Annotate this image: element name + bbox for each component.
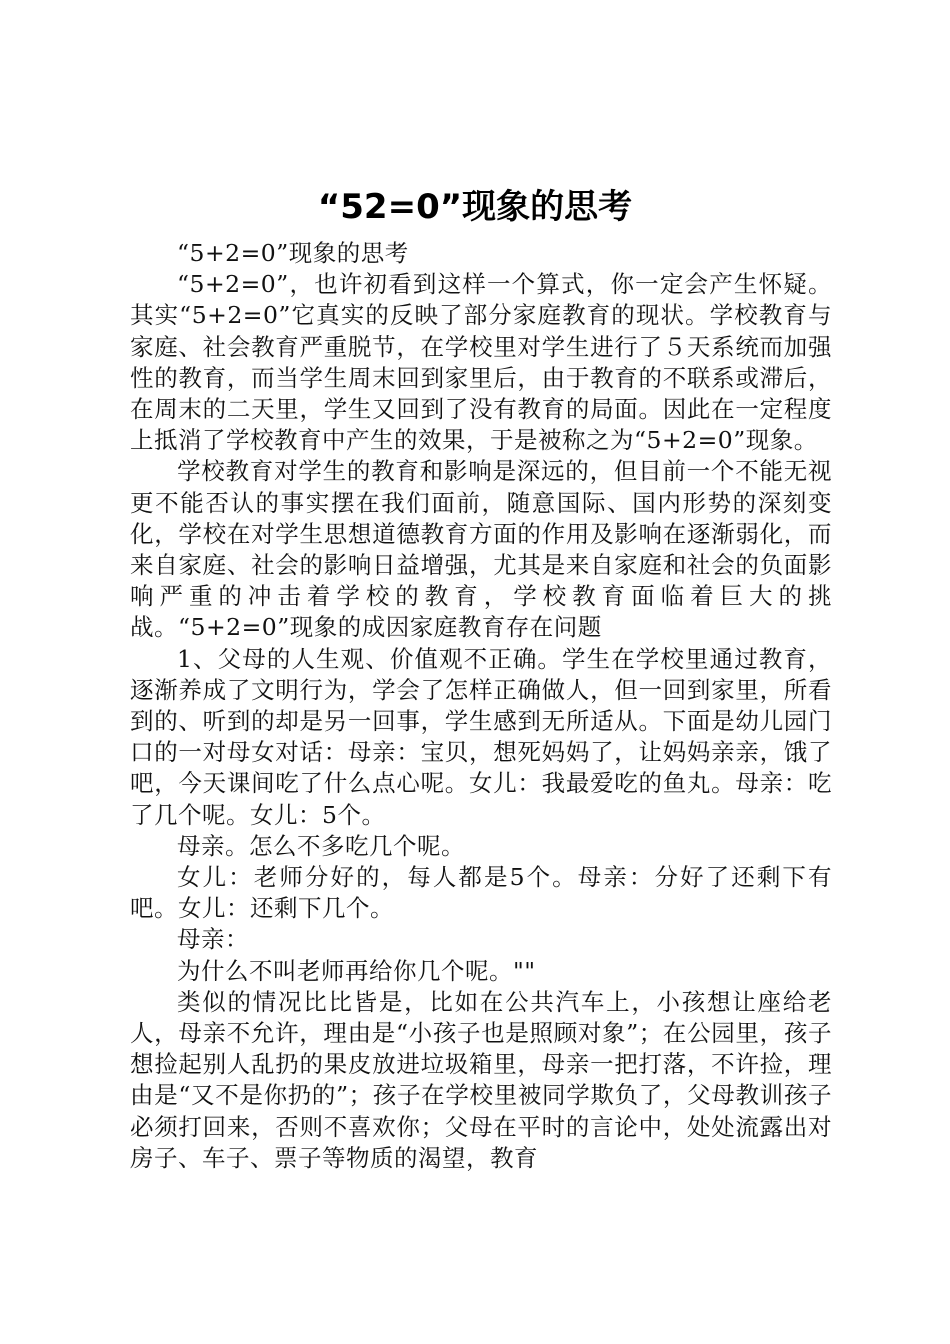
paragraph-dialogue-question: 为什么不叫老师再给你几个呢。"" [177,956,536,985]
paragraph-subtitle: “5+2=0”现象的思考 [177,239,409,267]
document-body [130,238,832,1174]
paragraph-dialogue-mother-1: 母亲。怎么不多吃几个呢。 [177,831,465,860]
paragraph-examples: 类似的情况比比皆是，比如在公共汽车上，小孩想让座给老人，母亲不允许，理由是“小孩子也是照顾对象”；在公园里，孩子想捡起别人乱扔的果皮放进垃圾箱里，母亲一把打落，不许捡，理由是“又不是你扔的”；孩子在学校里被同学欺负了，父母教训孩子必须打回来，否则不喜欢你；父母在平时的言论中，处处流露出对房子、车子、票子等物质的渴望，教育 [130,987,832,1172]
paragraph-dialogue-mother-2: 母亲： [177,925,249,954]
paragraph-point-1: 1、父母的人生观、价值观不正确。学生在学校里通过教育，逐渐养成了文明行为，学会了怎样正确做人，但一回到家里，所看到的、听到的却是另一回事，学生感到无所适从。下面是幼儿园门口的一对母女对话：母亲：宝贝，想死妈妈了，让妈妈亲亲，饿了吧，今天课间吃了什么点心呢。女儿：我最爱吃的鱼丸。母亲：吃了几个呢。女儿：5个。 [130,644,832,829]
paragraph-intro: “5+2=0”，也许初看到这样一个算式，你一定会产生怀疑。其实“5+2=0”它真实的反映了部分家庭教育的现状。学校教育与家庭、社会教育严重脱节，在学校里对学生进行了５天系统而加强性的教育，而当学生周末回到家里后，由于教育的不联系或滞后，在周末的二天里，学生又回到了没有教育的局面。因此在一定程度上抵消了学校教育中产生的效果，于是被称之为“5+2=0”现象。 [130,270,832,455]
paragraph-school-education: 学校教育对学生的教育和影响是深远的，但目前一个不能无视更不能否认的事实摆在我们面前，随意国际、国内形势的深刻变化，学校在对学生思想道德教育方面的作用及影响在逐渐弱化，而来自家庭、社会的影响日益增强，尤其是来自家庭和社会的负面影响严重的冲击着学校的教育，学校教育面临着巨大的挑战。“5+2=0”现象的成因家庭教育存在问题 [130,457,832,642]
paragraph-dialogue-daughter: 女儿：老师分好的，每人都是5个。母亲：分好了还剩下有吧。女儿：还剩下几个。 [130,863,832,923]
document-title: “52=0”现象的思考 [317,187,633,227]
